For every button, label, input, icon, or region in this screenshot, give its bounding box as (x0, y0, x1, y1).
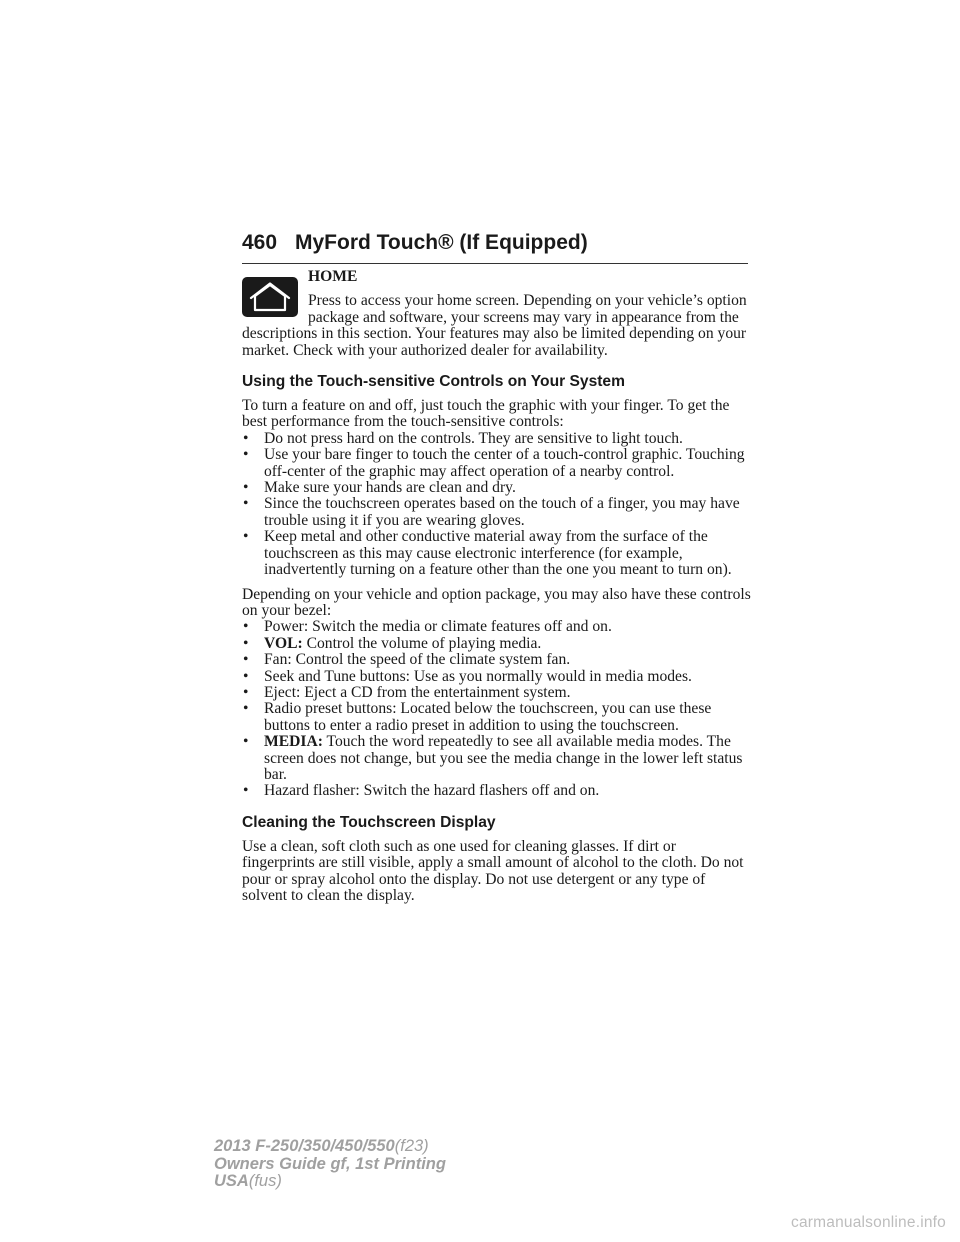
list-item: • Seek and Tune buttons: Use as you normally would in media modes. (243, 667, 692, 685)
cleaning-text: Use a clean, soft cloth such as one used for cleaning glasses. If dirt or fingerprints are still visible, apply a small amount of alcohol to the cloth. Do not pour or spray alcohol onto the display. Do not use detergent or any type of solvent to clean the display. (242, 837, 744, 904)
list-item: • Radio preset buttons: Located below the touchscreen, you can use these buttons to enter a radio preset in addition to using the touchscreen. (243, 700, 712, 734)
watermark: carmanualsonline.info (791, 1214, 946, 1231)
bezel-controls-list (242, 619, 752, 799)
list-item: • Hazard flasher: Switch the hazard flashers off and on. (243, 782, 600, 800)
list-item: • MEDIA: Touch the word repeatedly to see all available media modes. The screen does not change, but you see the media change in the lower left status bar. (243, 733, 743, 783)
footer-model: 2013 F-250/350/450/550 (214, 1137, 395, 1155)
print-footer (214, 1138, 446, 1191)
footer-market-code: (fus) (248, 1172, 282, 1190)
footer-model-code: (f23) (394, 1137, 429, 1155)
home-section (242, 269, 752, 359)
list-item: • Power: Switch the media or climate features off and on. (243, 618, 612, 636)
home-description (242, 293, 752, 359)
home-title: HOME (308, 268, 358, 285)
home-description-text: Press to access your home screen. Depending on your vehicle’s option package and software, your screens may vary in appearance from the descriptions in this section. Your features may also be limited depending on your market. Check with your authorized dealer for availability. (242, 292, 747, 359)
list-item: • VOL: Control the volume of playing media. (243, 634, 542, 652)
footer-market: USA (214, 1172, 249, 1190)
list-item: • Use your bare finger to touch the center of a touch-control graphic. Touching off-center of the graphic may affect operation of a nearby control. (243, 446, 745, 480)
cleaning-heading: Cleaning the Touchscreen Display (242, 813, 496, 831)
home-icon (242, 277, 298, 317)
list-item: • Fan: Control the speed of the climate system fan. (243, 651, 571, 669)
list-item: • Keep metal and other conductive material away from the surface of the touchscreen as this may cause electronic interference (for example, inadvertently turning on a feature other than the one you meant to turn on). (243, 528, 732, 579)
list-item: • Make sure your hands are clean and dry. (243, 479, 516, 497)
bezel-controls-intro: Depending on your vehicle and option package, you may also have these controls on your bezel: (242, 585, 751, 619)
list-item: • Eject: Eject a CD from the entertainment system. (243, 683, 571, 701)
chapter-title: MyFord Touch® (If Equipped) (295, 231, 588, 254)
touch-controls-list (242, 431, 752, 579)
list-item: • Since the touchscreen operates based on the touch of a finger, you may have trouble using it if you are wearing gloves. (243, 495, 740, 529)
page-number: 460 (242, 231, 278, 254)
list-item: • Do not press hard on the controls. They are sensitive to light touch. (243, 429, 683, 447)
touch-controls-heading: Using the Touch-sensitive Controls on Your System (242, 373, 625, 391)
touch-controls-intro: To turn a feature on and off, just touch the graphic with your finger. To get the best performance from the touch-sensitive controls: (242, 397, 730, 431)
home-title-wrap (242, 269, 752, 285)
page-content (242, 266, 752, 910)
footer-guide: Owners Guide gf, 1st Printing (214, 1154, 446, 1173)
page-header (242, 229, 748, 264)
